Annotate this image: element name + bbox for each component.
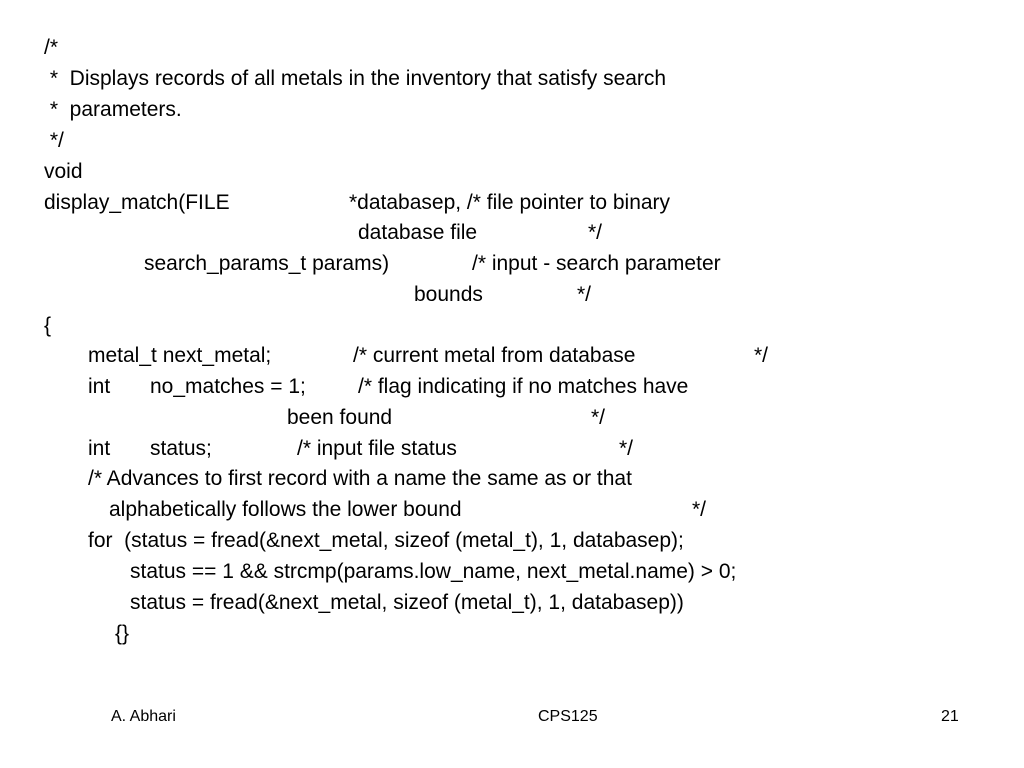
footer-course: CPS125	[538, 708, 598, 725]
code-line: /* input - search parameter	[472, 252, 721, 275]
code-line: {	[44, 314, 52, 337]
code-line: status = fread(&next_metal, sizeof (metal_t), 1, databasep))	[130, 591, 684, 614]
code-line: /* current metal from database	[353, 344, 636, 367]
code-line: *databasep, /* file pointer to binary	[349, 191, 671, 214]
code-line: int	[88, 375, 111, 398]
code-line: */	[692, 498, 707, 521]
code-line: /* input file status	[297, 437, 457, 460]
code-line: */	[591, 406, 606, 429]
code-line: */	[44, 129, 64, 152]
code-line: database file	[358, 221, 478, 244]
code-line: void	[44, 160, 83, 183]
code-line: for (status = fread(&next_metal, sizeof (metal_t), 1, databasep);	[88, 529, 684, 552]
code-line: status == 1 && strcmp(params.low_name, next_metal.name) > 0;	[130, 560, 737, 583]
code-line: search_params_t params)	[144, 252, 390, 275]
code-line: been found	[287, 406, 393, 429]
code-line: */	[619, 437, 634, 460]
code-line: /* Advances to first record with a name the same as or that	[88, 467, 632, 490]
code-line: * Displays records of all metals in the inventory that satisfy search	[44, 67, 667, 90]
code-line: display_match(FILE	[44, 191, 230, 214]
code-line: /*	[44, 36, 59, 59]
code-line: metal_t next_metal;	[88, 344, 272, 367]
code-line: status;	[150, 437, 212, 460]
code-line: */	[588, 221, 603, 244]
code-line: * parameters.	[44, 98, 182, 121]
code-line: no_matches = 1;	[150, 375, 306, 398]
code-line: alphabetically follows the lower bound	[109, 498, 462, 521]
code-line: */	[754, 344, 769, 367]
code-line: int	[88, 437, 111, 460]
code-line: /* flag indicating if no matches have	[358, 375, 689, 398]
footer-author: A. Abhari	[111, 708, 176, 725]
code-line: bounds	[414, 283, 483, 306]
footer-page-number: 21	[941, 708, 959, 725]
code-line: {}	[115, 622, 130, 645]
code-line: */	[577, 283, 592, 306]
